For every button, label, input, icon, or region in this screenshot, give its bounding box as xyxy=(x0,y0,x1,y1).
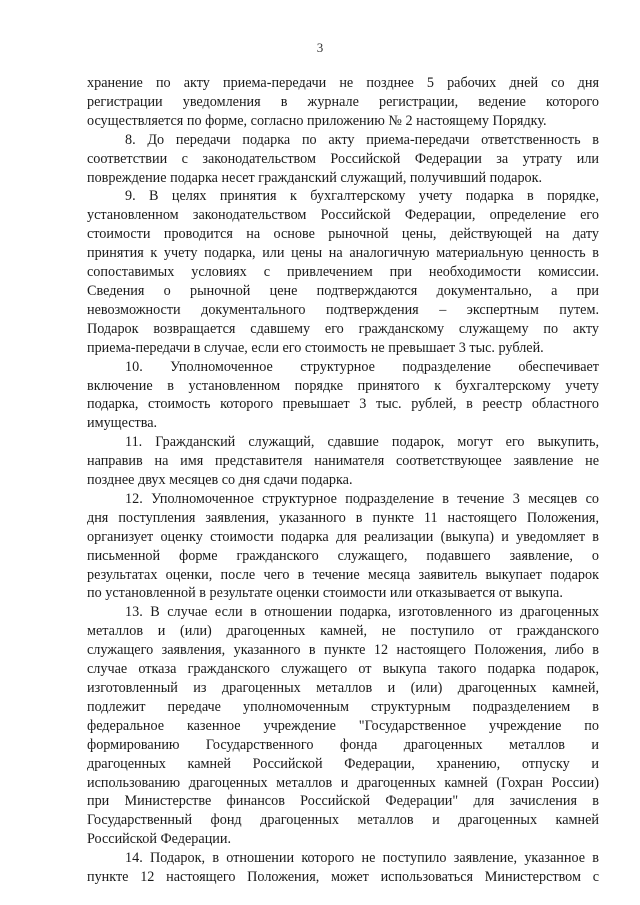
text-line: невозможности документального подтверждения – экспертным путем. xyxy=(87,301,599,318)
text-line: подарка, стоимость которого превышает 3 тыс. рублей, в реестр областного xyxy=(87,396,599,413)
paragraph-p13 xyxy=(87,603,599,849)
text-line: осуществляется по форме, согласно приложению № 2 настоящему Порядку. xyxy=(87,112,547,129)
text-line: Государственный фонд драгоценных металлов и драгоценных камней xyxy=(87,812,599,829)
text-line: повреждение подарка несет гражданский служащий, получивший подарок. xyxy=(87,169,543,186)
text-line: 12. Уполномоченное структурное подразделение в течение 3 месяцев со xyxy=(125,490,599,507)
text-line: 13. В случае если в отношении подарка, изготовленного из драгоценных xyxy=(125,604,599,621)
text-line: при Министерстве финансов Российской Федерации" для зачисления в xyxy=(87,793,599,810)
text-line: установленном законодательством Российской Федерации, определение его xyxy=(87,207,599,224)
text-line: имущества. xyxy=(87,415,158,432)
text-line: организует оценку стоимости подарка для реализации (выкупа) и уведомляет в xyxy=(87,528,599,545)
text-line: направив на имя представителя нанимателя соответствующее заявление не xyxy=(87,453,599,470)
text-line: случае отказа гражданского служащего от выкупа такого подарка подарок, xyxy=(87,661,599,678)
text-line: 8. До передачи подарка по акту приема-передачи ответственность в xyxy=(125,131,599,148)
text-line: 10. Уполномоченное структурное подразделение обеспечивает xyxy=(125,358,599,375)
text-line: Подарок возвращается сдавшему его гражданскому служащему по акту xyxy=(87,320,599,337)
text-line: использованию драгоценных металлов и драгоценных камней (Гохран России) xyxy=(87,774,599,791)
page-number: 3 xyxy=(316,40,324,55)
text-line: сопоставимых условиях с привлечением при необходимости комиссии. xyxy=(87,264,599,281)
text-line: драгоценных камней Российской Федерации, хранению, отпуску и xyxy=(87,755,599,772)
text-line: 14. Подарок, в отношении которого не поступило заявление, указанное в xyxy=(125,850,599,867)
text-line: 11. Гражданский служащий, сдавшие подарок, могут его выкупить, xyxy=(125,434,599,451)
text-line: хранение по акту приема-передачи не позднее 5 рабочих дней со дня xyxy=(87,75,599,91)
text-line: изготовленный из драгоценных металлов и (или) драгоценных камней, xyxy=(87,680,599,696)
text-line: 9. В целях принятия к бухгалтерскому учету подарка в порядке, xyxy=(125,188,599,205)
paragraph-p9 xyxy=(87,187,599,357)
text-line: федеральное казенное учреждение "Государственное учреждение по xyxy=(87,717,599,734)
paragraph-p8 xyxy=(87,131,599,188)
paragraph-p12 xyxy=(87,490,599,603)
text-line: Сведения о рыночной цене подтверждаются документально, а при xyxy=(87,282,599,299)
text-line: по установленной в результате оценки стоимости или отказывается от выкупа. xyxy=(87,585,563,602)
text-line: металлов и (или) драгоценных камней, не поступило от гражданского xyxy=(87,623,599,640)
text-line: письменной форме гражданского служащего, подавшего заявление, о xyxy=(87,547,599,564)
text-line: приема-передачи в случае, если его стоимость не превышает 3 тыс. рублей. xyxy=(87,339,544,356)
text-line: результатах оценки, после чего в течение месяца заявитель выкупает подарок xyxy=(87,566,599,583)
text-line: стоимости проводится на основе рыночной цены, действующей на дату xyxy=(87,226,599,243)
text-line: дня поступления заявления, указанного в пункте 11 настоящего Положения, xyxy=(87,509,599,526)
text-line: регистрации уведомления в журнале регистрации, ведение которого xyxy=(87,93,599,110)
paragraph-p10 xyxy=(87,358,599,434)
paragraph-p0 xyxy=(87,74,599,131)
paragraph-p14 xyxy=(87,849,599,887)
text-line: соответствии с законодательством Российской Федерации за утрату или xyxy=(87,150,599,167)
text-line: подлежит передаче уполномоченным структурным подразделением в xyxy=(87,698,599,715)
text-line: Российской Федерации. xyxy=(87,831,232,848)
text-line: включение в установленном порядке принятого к бухгалтерскому учету xyxy=(87,377,599,394)
text-line: служащего заявления, указанного в пункте 12 настоящего Положения, либо в xyxy=(87,642,599,659)
document-body xyxy=(87,74,599,887)
paragraph-p11 xyxy=(87,433,599,490)
text-line: позднее двух месяцев со дня сдачи подарка. xyxy=(87,472,353,489)
text-line: пункте 12 настоящего Положения, может использоваться Министерством с xyxy=(87,869,599,886)
text-line: принятия к учету подарка, или цены на аналогичную материальную ценность в xyxy=(87,245,599,262)
text-line: формированию Государственного фонда драгоценных металлов и xyxy=(87,736,599,753)
